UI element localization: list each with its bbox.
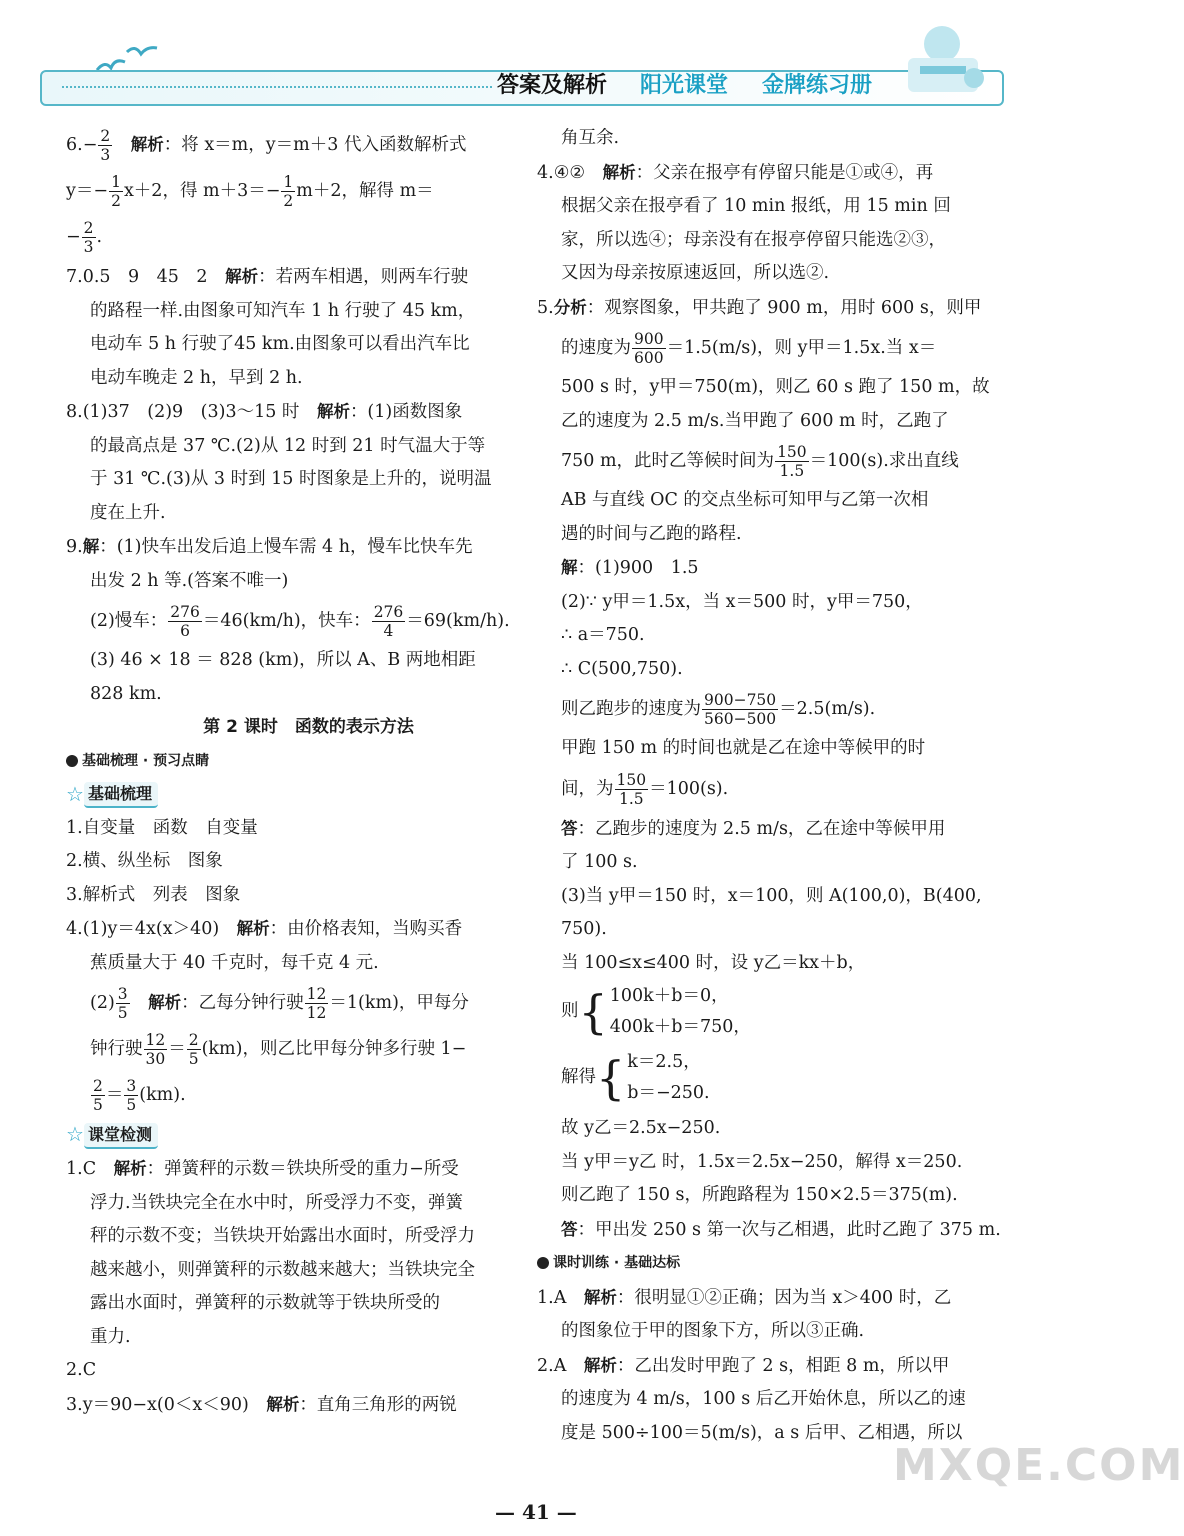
c1-line5: 露出水面时，弹簧秤的示数就等于铁块所受的	[90, 1293, 440, 1313]
c1-line6: 重力.	[90, 1326, 131, 1347]
header-title-answers: 答案及解析	[497, 73, 608, 98]
q4-line2: 蕉质量大于 40 千克时，每千克 4 元.	[90, 952, 379, 973]
header-title-book: 金牌练习册	[762, 73, 873, 98]
list-item: 3.解析式 列表 图象	[66, 884, 241, 905]
left-column	[66, 122, 521, 1422]
r5-sol6: 甲跑 150 m 的时间也就是乙在途中等候甲的时	[561, 738, 926, 758]
q6-line2: y＝− $\frac{1}{2}$ x＋2，得 m＋3＝− $\frac{1}{2}$ m＋2，解得 m＝	[66, 173, 434, 210]
k2-line1: 2.A 解析：乙出发时甲跑了 2 s，相距 8 m，所以甲	[537, 1355, 950, 1376]
r5-sol3: ∴ a＝750.	[561, 625, 645, 645]
r5-part3-2: 750).	[561, 919, 607, 939]
q4-line4: 钟行驶 $\frac{12}{30}$ ＝ $\frac{2}{5}$ (km)，则乙比甲每分钟多行驶 1−	[90, 1031, 467, 1069]
page-header	[0, 0, 1069, 112]
q8-line1: 8.(1)37 (2)9 (3)3～15 时 解析：(1)函数图象	[66, 402, 463, 422]
r5-answer1: 答：乙跑步的速度为 2.5 m/s，乙在途中等候甲用	[561, 818, 946, 839]
r5-line5: 750 m，此时乙等候时间为 $\frac{150}{1.5}$ ＝100(s).求出直线	[561, 443, 959, 480]
c1-line2: 浮力.当铁块完全在水中时，所受浮力不变，弹簧	[90, 1192, 464, 1213]
r5-line3: 500 s 时，y甲＝750(m)，则乙 60 s 跑了 150 m，故	[561, 377, 990, 397]
page-number: — 41 —	[495, 1500, 577, 1524]
c2-line: 2.C	[66, 1360, 97, 1380]
q6-line1: 6.− $\frac{2}{3}$ 解析：将 x＝m，y＝m＋3 代入函数解析式	[66, 127, 467, 164]
q7-line3: 电动车 5 h 行驶了45 km.由图象可以看出汽车比	[90, 334, 470, 354]
book-decoration-icon	[900, 22, 990, 102]
q9-line2: 出发 2 h 等.(答案不唯一)	[90, 570, 289, 591]
r5-answer2: 了 100 s.	[561, 852, 638, 872]
list-item: 2.横、纵坐标 图象	[66, 851, 223, 872]
r5-part3-7: 答：甲出发 250 s 第一次与乙相遇，此时乙跑了 375 m.	[561, 1219, 1001, 1240]
r5-part3-4: 故 y乙＝2.5x−250.	[561, 1118, 721, 1138]
r4-line1: 4.④② 解析：父亲在报亭有停留只能是①或④，再	[537, 162, 934, 183]
equation-system-2: 解得{ k＝2.5， b＝−250.	[561, 1050, 710, 1105]
c1-line4: 越来越小，则弹簧秤的示数越来越大；当铁块完全	[90, 1259, 475, 1280]
r5-sol2: (2)∵ y甲＝1.5x，当 x＝500 时，y甲＝750，	[561, 591, 923, 612]
r5-sol7: 间，为 $\frac{150}{1.5}$ ＝100(s).	[561, 770, 729, 808]
r5-part3-3: 当 100≤x≤400 时，设 y乙＝kx＋b，	[561, 952, 866, 973]
r5-part3-5: 当 y甲＝y乙 时，1.5x＝2.5x−250，解得 x＝250.	[561, 1151, 963, 1172]
r5-part3-6: 则乙跑了 150 s，所跑路程为 150×2.5＝375(m).	[561, 1185, 958, 1205]
k1-line2: 的图象位于甲的图象下方，所以③正确.	[561, 1321, 865, 1341]
r5-line1: 5.分析：观察图象，甲共跑了 900 m，用时 600 s，则甲	[537, 297, 982, 318]
r5-line4: 乙的速度为 2.5 m/s.当甲跑了 600 m 时，乙跑了	[561, 410, 949, 431]
header-title-series: 阳光课堂	[640, 73, 729, 98]
q4-line3: (2) $\frac{3}{5}$ 解析：乙每分钟行驶 $\frac{12}{12}$ ＝1(km)，甲每分	[90, 985, 469, 1023]
tag-basics: ☆ 基础梳理	[66, 778, 521, 812]
r5-line6: AB 与直线 OC 的交点坐标可知甲与乙第一次相	[561, 490, 929, 510]
r5-sol4: ∴ C(500,750).	[561, 658, 683, 679]
q4-line5: $\frac{2}{5}$ ＝ $\frac{3}{5}$ (km).	[93, 1077, 186, 1115]
q8-line4: 度在上升.	[90, 502, 166, 523]
bullet-icon	[537, 1257, 549, 1269]
q7-line2: 的路程一样.由图象可知汽车 1 h 行驶了 45 km，	[90, 300, 476, 321]
q9-line4: (3) 46 × 18 ＝ 828 (km)，所以 A、B 两地相距	[90, 650, 476, 670]
r4-line4: 又因为母亲按原速返回，所以选②.	[561, 263, 830, 283]
bullet-icon	[66, 755, 78, 767]
r5-part3-1: (3)当 y甲＝150 时，x＝100，则 A(100,0)，B(400,	[561, 885, 982, 906]
q4-line1: 4.(1)y＝4x(x＞40) 解析：由价格表知，当购买香	[66, 919, 463, 940]
q9-line5: 828 km.	[90, 683, 162, 704]
subhead-preview: 基础梳理 · 预习点睛	[66, 745, 521, 779]
k2-line3: 度是 500÷100＝5(m/s)，a s 后甲、乙相遇，所以	[561, 1422, 963, 1443]
q9-line1: 9.解：(1)快车出发后追上慢车需 4 h，慢车比快车先	[66, 537, 473, 557]
r5-sol5: 则乙跑步的速度为 $\frac{900-750}{560-500}$ ＝2.5(m/s).	[561, 691, 876, 728]
right-column	[537, 122, 1003, 1450]
r4-line3: 家，所以选④；母亲没有在报亭停留只能选②③，	[561, 229, 946, 250]
star-icon: ☆	[66, 1122, 84, 1147]
section-title: 第 2 课时 函数的表示方法	[203, 717, 414, 737]
q8-line2: 的最高点是 37 ℃.(2)从 12 时到 21 时气温大于等	[90, 435, 486, 456]
subhead-training: 课时训练 · 基础达标	[537, 1247, 1003, 1281]
k2-line2: 的速度为 4 m/s，100 s 后乙开始休息，所以乙的速	[561, 1389, 966, 1409]
r0-line: 角互余.	[561, 128, 620, 148]
star-icon: ☆	[66, 782, 84, 806]
r5-sol1: 解：(1)900 1.5	[561, 558, 699, 578]
q7-line1: 7.0.5 9 45 2 解析：若两车相遇，则两车行驶	[66, 267, 469, 287]
r4-line2: 根据父亲在报亭看了 10 min 报纸，用 15 min 回	[561, 196, 951, 216]
q9-line3: (2)慢车： $\frac{276}{6}$ ＝46(km/h)，快车： $\frac{276}{4}$ ＝69(km/h).	[90, 603, 510, 640]
q6-line3: − $\frac{2}{3}$ .	[66, 219, 103, 256]
fraction: $\frac{2}{3}$	[100, 127, 111, 164]
c3-line1: 3.y＝90−x(0＜x＜90) 解析：直角三角形的两锐	[66, 1394, 457, 1415]
r5-line7: 遇的时间与乙跑的路程.	[561, 523, 742, 544]
q7-line4: 电动车晚走 2 h，早到 2 h.	[90, 367, 303, 388]
list-item: 1.自变量 函数 自变量	[66, 817, 258, 838]
tag-classtest: ☆ 课堂检测	[66, 1118, 521, 1152]
c1-line3: 秤的示数不变；当铁块开始露出水面时，所受浮力	[90, 1226, 475, 1246]
k1-line1: 1.A 解析：很明显①②正确；因为当 x＞400 时，乙	[537, 1287, 952, 1308]
c1-line1: 1.C 解析：弹簧秤的示数＝铁块所受的重力−所受	[66, 1159, 459, 1179]
watermark: MXQE.COM	[893, 1440, 1184, 1491]
header-dotted-line	[62, 86, 492, 88]
equation-system-1: 则{ 100k＋b＝0， 400k＋b＝750，	[561, 984, 751, 1039]
q8-line3: 于 31 ℃.(3)从 3 时到 15 时图象是上升的，说明温	[90, 469, 492, 489]
r5-line2: 的速度为 $\frac{900}{600}$ ＝1.5(m/s)，则 y甲＝1.5x.当 x＝	[561, 330, 937, 367]
